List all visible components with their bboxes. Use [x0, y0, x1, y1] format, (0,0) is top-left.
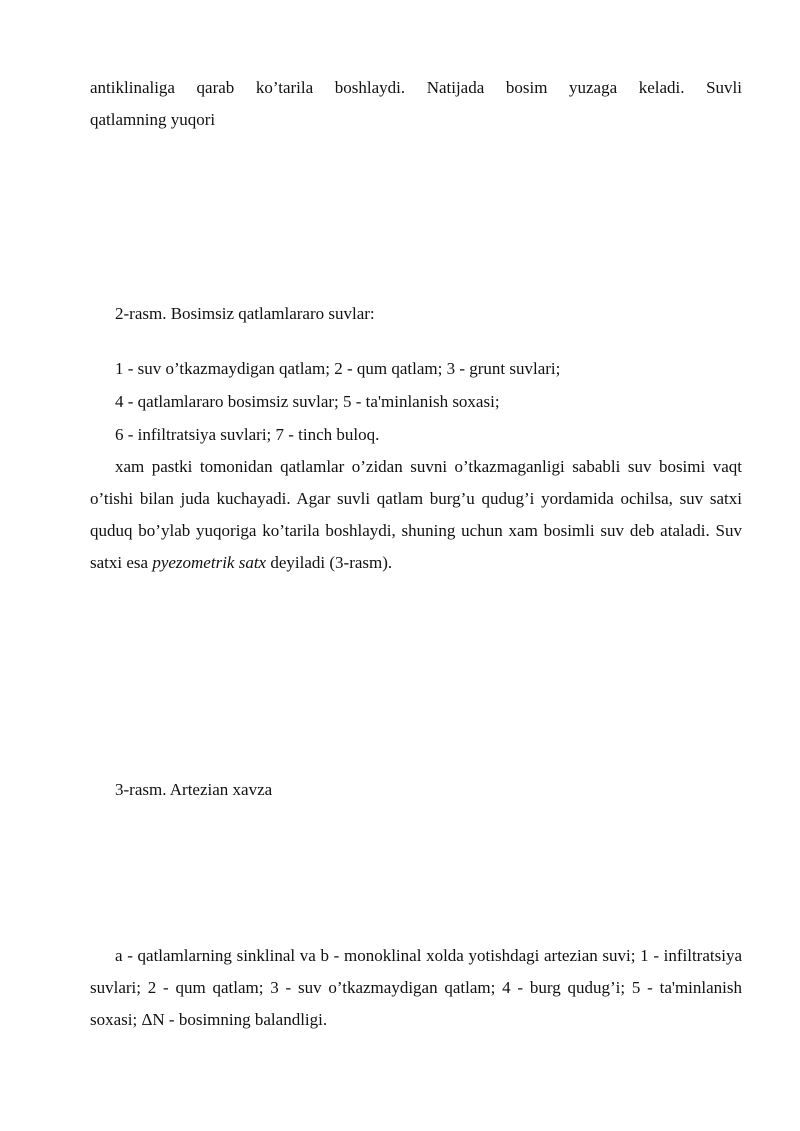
figure-2-legend-line-2: 4 - qatlamlararo bosimsiz suvlar; 5 - ta'minlanish soxasi; [115, 392, 500, 411]
body-paragraph-1-line-2: qatlamning yuqori [90, 110, 216, 129]
body-paragraph-2-text-end: deyiladi (3-rasm). [266, 553, 393, 572]
figure-3-caption: 3-rasm. Artezian xavza [115, 780, 273, 799]
body-paragraph-1-line-1: antiklinaliga qarab ko’tarila boshlaydi. Natijada bosim yuzaga keladi. Suvli [90, 78, 742, 97]
figure-2-legend-line-3: 6 - infiltratsiya suvlari; 7 - tinch buloq. [115, 425, 380, 444]
figure-3-legend: a - qatlamlarning sinklinal va b - monoklinal xolda yotishdagi artezian suvi; 1 - infiltratsiya suvlari; 2 - qum qatlam; 3 - suv o’tkazmaydigan qatlam; 4 - burg qudug’i; 5 - ta'minlanish soxasi; ΔN - bosimning balandligi. [90, 946, 742, 1029]
figure-2-legend-line-1: 1 - suv o’tkazmaydigan qatlam; 2 - qum qatlam; 3 - grunt suvlari; [115, 359, 561, 378]
body-paragraph-2-text: xam pastki tomonidan qatlamlar o’zidan suvni o’tkazmaganligi sababli suv bosimi vaqt o’tishi bilan juda kuchayadi. Agar suvli qatlam burg’u qudug’i yordamida ochilsa, suv satxi quduq bo’ylab yuqoriga ko’tarila boshlaydi, shuning uchun xam bosimli suv deb ataladi. Suv satxi esa [90, 457, 742, 572]
figure-2-caption: 2-rasm. Bosimsiz qatlamlararo suvlar: [115, 304, 375, 323]
italic-term: pyezometrik satx [152, 553, 267, 572]
body-paragraph-2 [90, 451, 742, 579]
